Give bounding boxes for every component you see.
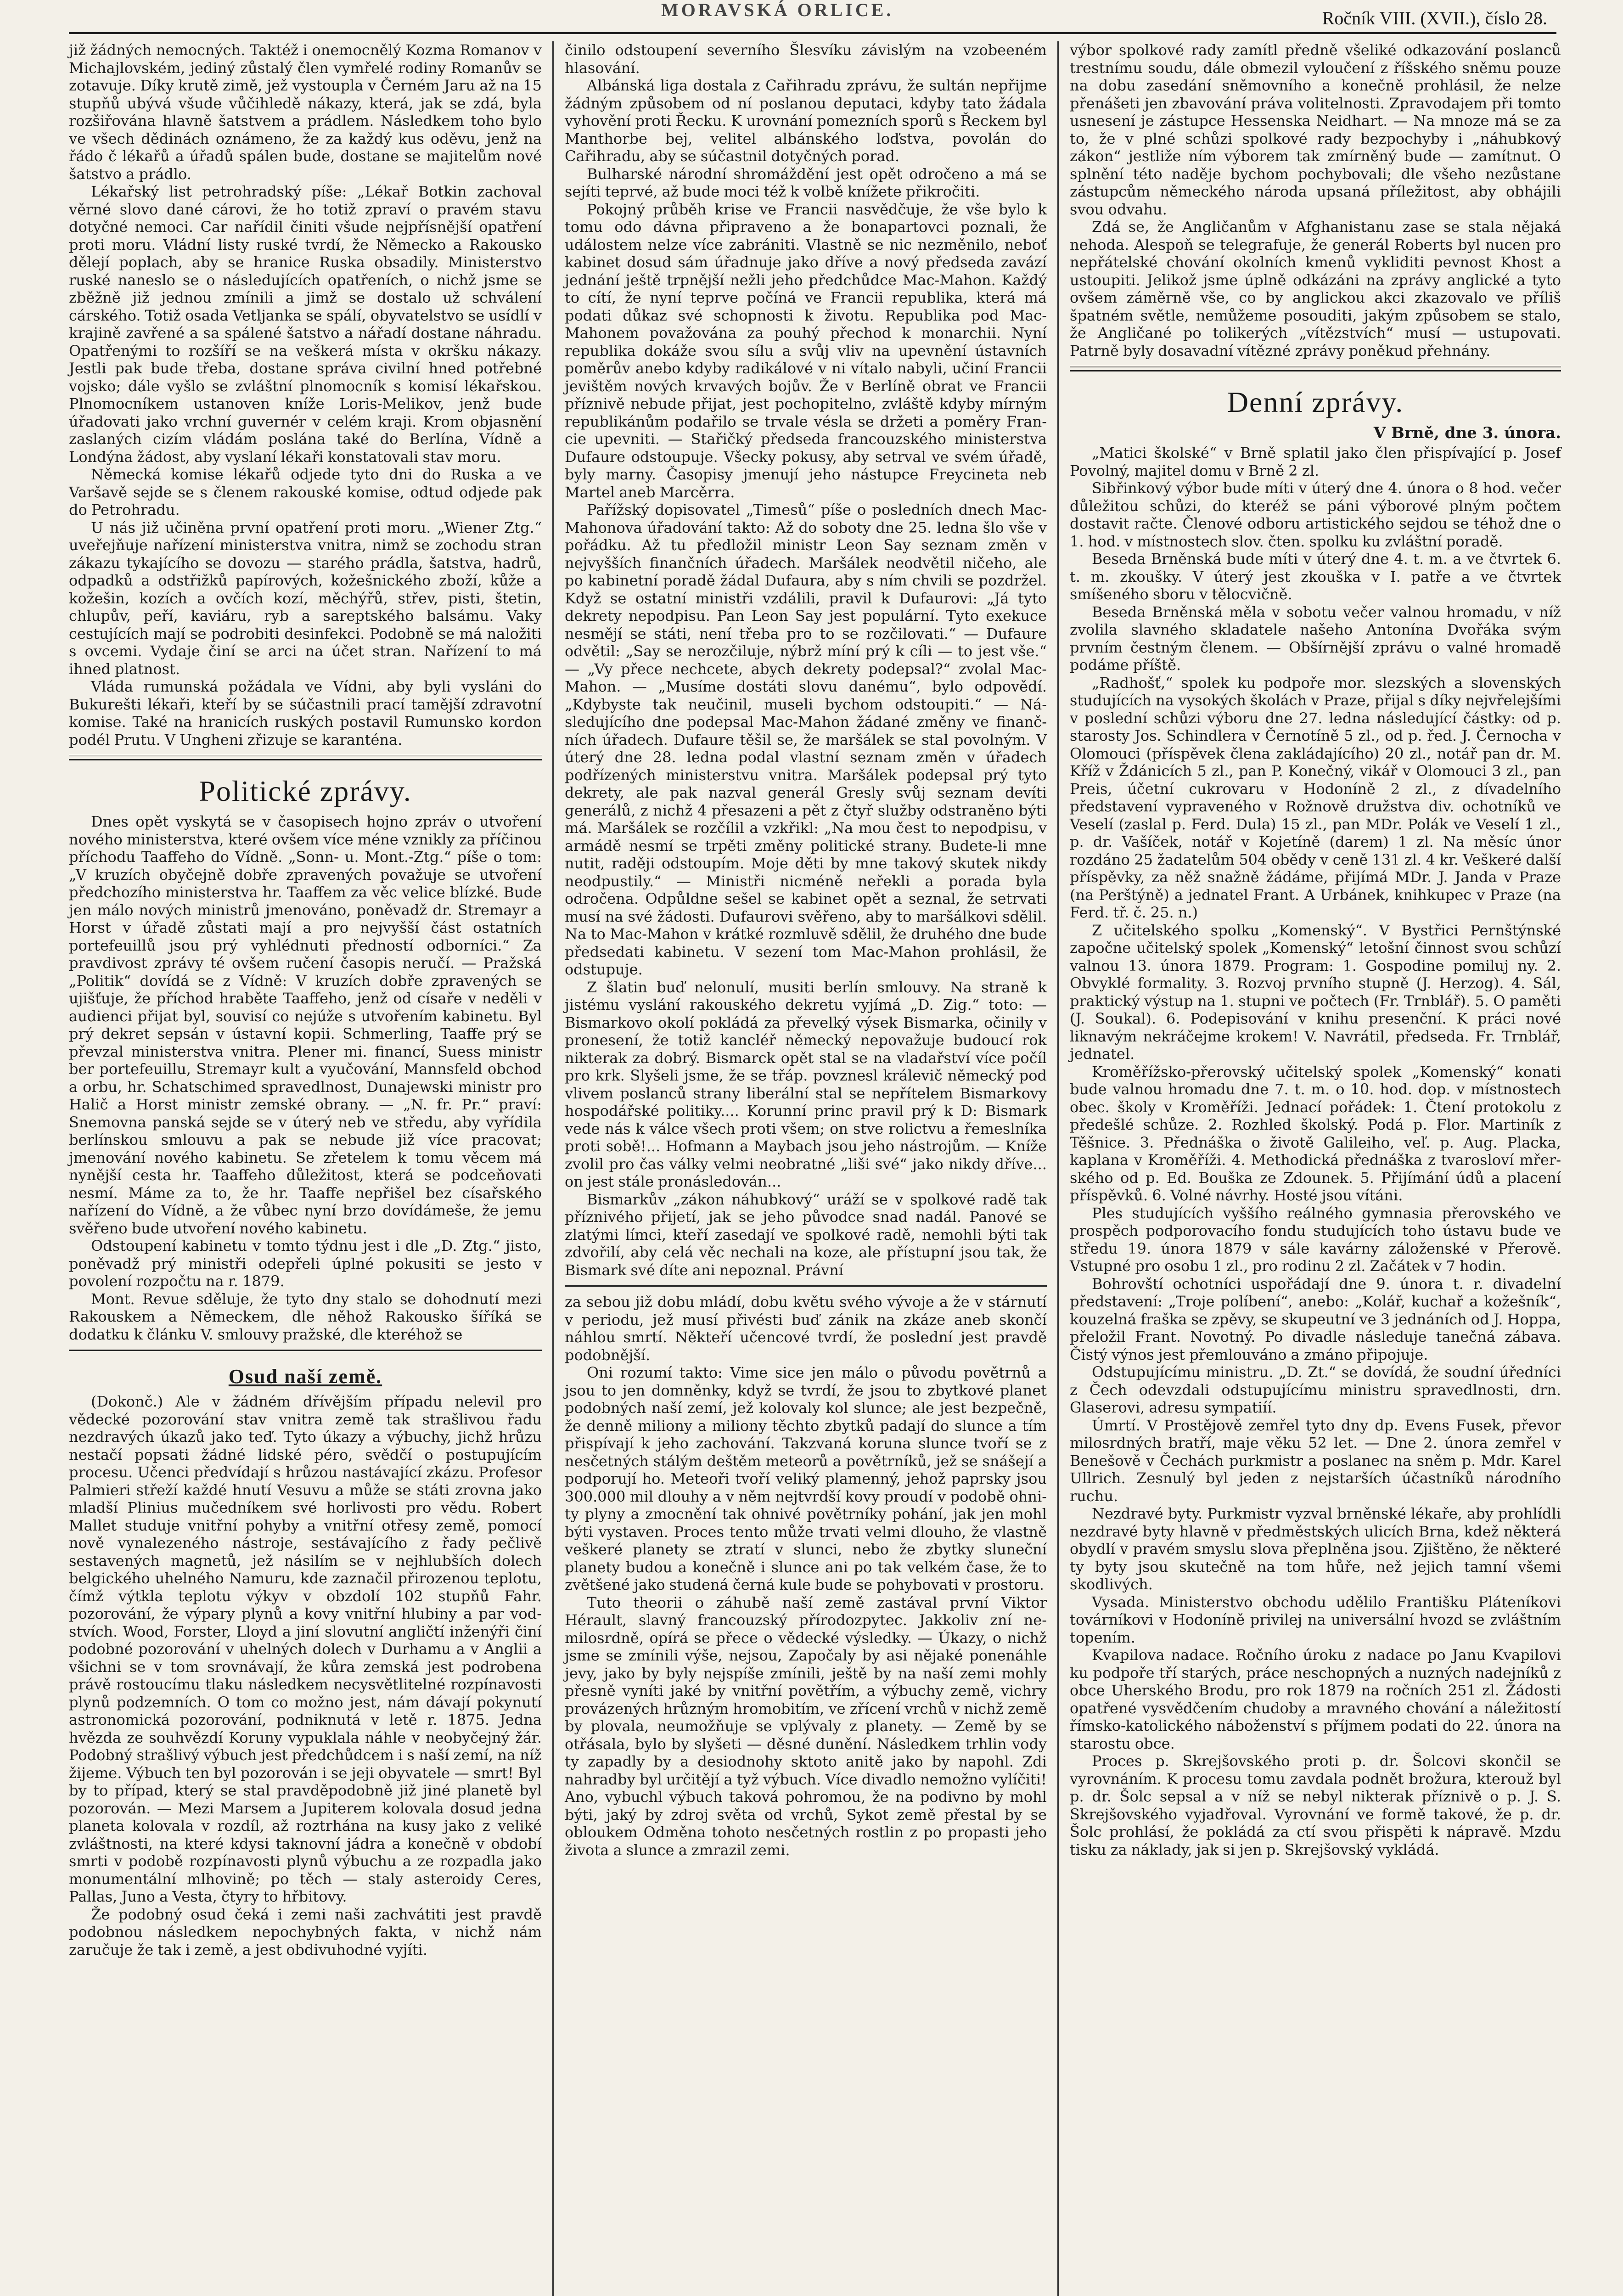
issue-number: Ročník VIII. (XVII.), číslo 28. <box>1322 8 1547 28</box>
article-schleswig: činilo odstoupení severního Šlesvíku závislým na vzobeeném hlasování. <box>565 41 1051 77</box>
article-afghanistan: Zdá se, že Angličanům v Afghanistanu zase se stala nějaká nehoda. Alespoň se telegrafuje, že generál Roberts byl nucen pro nepřátelské chování okolních kmenů vykliditi pevnost Khost a ustoupiti. Jelikož jsme úplně odkázáni na zprávy anglické a tyto ovšem záměrně vše, co by anglickou akci zkazovalo ve příliš špatném světle, nemůžeme posouditi, jakým způsobem se stalo, že Angličané po tolikerých „vítězstvích“ musí — ustupovati. Patrně byly dosavadní vítězné zprávy poněkud přehnány. <box>1070 218 1566 360</box>
article-plague-commission: Německá komise lékařů odjede tyto dni do Ruska a ve Varšavě sejde se s členem rakouské komise, odtud odjede pak do Petrohradu. <box>69 466 546 518</box>
article-federal-council: výbor spolkové rady zamítl předně všeliké odkazování poslanců trestnímu soudu, dále obmezil vyloučení z říšského sněmu pouze na dobu zasedání sněmovního a konečně prohlásil, že nelze přenášeti jen zbavování práva volitelnosti. Zpravodajem při tomto usnesení je zástupce Hessenska Neidhart. — Na mnoze má se za to, že v plné schůzi spolkové rady bezpochyby i „náhubkový zákon“ jestliže ním výborem tak zmírněný bude — zamítnut. O splnění této naděje bychom pochybovali; dle všeho nezůstane zástupcům německého národa upsaná příležitost, aby obhájili svou odvahu. <box>1070 41 1566 218</box>
article-earth-continued-3: Tuto theorii o záhubě naší země zastával první Viktor Hérault, slavný francouzský přírodozpytec. Jakkoliv zní nemilosrdně, opírá se přece o vědecké výsledky. — Úkazy, o nichž jsme se zmínili výše, nejsou, Započaly by asi nějaké ponenáhle jevy, jako by byly nejspíše zmínili, ještě by na naší zemi mohly přesně vyníti jaké by vnitřní povětřím, a výbuchy země, vichry provázených hrůzným hromobitím, ve zřícení vrchů v nichž země by plovala, neumožňuje se vplývaly z planety. — Země by se otřásala, bylo by slyšeti — děsné dunění. Následkem trhlin vody ty zapadly by a desiodnohy sktoto anitě jako by napohl. Zdi nahradby byl určitějí a tyž výbuch. Více divadlo nemožno vylíčiti! Ano, vybuchl výbuch taková pohromou, že na podivno by mohl býti, jaký by zdroj světa od vrchů, Sykot země přestal by se obloukem Odměna tohoto nesčetných rostlin z po propasti jeho života a slunce a zmrazil zemi. <box>565 1593 1051 1859</box>
article-cabinet-resignation: Odstoupení kabinetu v tomto týdnu jest i dle „D. Ztg.“ jisto, poněvadž prý ministři odepřeli úplné pokusiti se jesto v povolení rozpočtu na r. 1879. <box>69 1237 546 1290</box>
section-title-politics: Politické zprávy. <box>199 775 412 807</box>
article-france-crisis: Pokojný průběh krise ve Francii nasvědčuje, že vše bylo k tomu odo dávna připraveno a že bonapartovci poznali, že událostem nelze více zabrániti. Vlastně se nic nezměnilo, neboť kabinet dosud sám úřadnuje jako dříve a nový předseda zavází jednání ještě trpnější nežli jeho předchůdce Mac-Mahon. Každý to cítí, že nyní teprve počíná ve Francii republika, která má podati důkaz své schopnosti k životu. Republika pod Mac-Mahonem považována za pouhý přechod k monarchii. Nyní republika dokáže svou sílu a svůj vliv na upevnění ústavních poměrův anebo kdyby radikálové v ni vítalo nabyli, učiní Francii jevištěm nových krvavých bojův. Že v Berlíně obrat ve Francii příznivě nebude přijat, jest pochopitelno, zvláště kdyby mírným republikánům podařilo se trvale vésla se držeti a poměry Francie upevniti. — Stařičký předseda francouzského ministerstva Dufaure odstoupuje. Všecky pokusy, aby setrval ve svém úřadě, byly marny. Časopisy jmenují jeho nástupce Freycineta neb Martel aneb Marcěrra. <box>565 200 1051 501</box>
column-divider <box>552 41 554 2296</box>
column-3 <box>1070 41 1566 2296</box>
article-earth-continued-1: za sebou již dobu mládí, dobu květu svého vývoje a že v stárnutí v periodu, jež musí přivésti buď zánik na zkáze aneb skončí náhlou smrtí. Někteří učencové tvrdí, že poslední jest pravdě podobnější. <box>565 1293 1051 1364</box>
news-beseda-dvorak: Beseda Brněnská měla v sobotu večer valnou hromadu, v níž zvolila slavného skladatele našeho Antonína Dvořáka svým prvním čestným členem. — Obšírnější zprávu o valné hromadě podáme příště. <box>1070 603 1566 674</box>
section-title-fate-of-earth: Osud naší země. <box>228 1365 382 1388</box>
section-separator <box>69 1350 542 1351</box>
column-2 <box>565 41 1051 2296</box>
news-departing-minister: Odstupujícímu ministru. „D. Zt.“ se dovídá, že soudní úředníci z Čech odevzdali odstupujícímu ministru spravedlnosti, drn. Glaserovi, adresu sympatiíí. <box>1070 1363 1566 1416</box>
news-students-ball: Ples studujících vyššího reálného gymnasia přerovského ve prospěch podporovacího fondu studujících toho ústavu bude ve středu 19. února 1879 v sále kavárny záloženské v Přerově. Vstupné pro osobu 1 zl., pro rodinu 2 zl. Začátek v 7 hodin. <box>1070 1204 1566 1275</box>
article-earth-fate-2: Že podobný osud čeká i zemi naši zachvátiti jest pravdě podobnou následkem nepochybných fakta, v nichž nám zaručuje že tak i země, a jest obdivuhodné vyjíti. <box>69 1905 546 1958</box>
article-austria-germany: Mont. Revue sděluje, že tyto dny stalo se dohodnutí mezi Rakouskem a Německem, dle něhož Rakousko šíříká se dodatku k článku V. smlouvy pražské, dle kteréhož se <box>69 1290 546 1343</box>
article-new-ministry: Dnes opět vyskytá se v časopisech hojno zpráv o utvoření nového ministerstva, které ovšem více méne vznikly za příčinou příchodu Taaffeho do Vídně. „Sonn- u. Mont.-Ztg.“ píše o tom: „V kruzích obyčejně dobře zpravených považuje se utvoření předchozího ministerstva hr. Taaffem za věc velice blízké. Bude jen málo nových ministrů jmenováno, poněvadž dr. Stremayr a Horst v úřadě zůstati mají a pro nejvyšší část ostatních portefeuillů jsou prý vyhlédnuti předností odborníci.“ Za pravdivost zprávy té ovšem ručení časopis neručí. — Pražská „Politik“ dovídá se z Vídně: V kruzích dobře zpravených se ujišťuje, že příchod hraběte Taaffeho, jenž od císaře v neděli v audienci přijat byl, souvisí co nejúže s utvořením kabinetu. Byl prý dekret sepsán v ústavní kopii. Schmerling, Taaffe prý se převzal ministerstva vnitra. Plener mi. financí, Suess ministr ber portefeuillu, Stremayr kult a vyučování, Mannsfeld obchod a orbu, hr. Schatschimed spravedlnost, Dunajewski ministr pro Halič a Horst ministr zemské obrany. — „N. fr. Pr.“ praví: Snemovna panská sejde se v úterý neb ve středu, aby vyřídila berlínskou smlouvu a pak se nebude již více pracovat; jmenování nového kabinetu. Se zřetelem k tomu věcem má nynější cesta hr. Taaffeho důležitost, která se podceňovati nesmí. Máme za to, že hr. Taaffe nepřišel bez císařského nařízení do Vídně, a že vůbec nyní brzo dovídámeše, že jemu svěřeno bude utvoření nového kabinetu. <box>69 813 546 1237</box>
section-title-daily-news: Denní zprávy. <box>1227 386 1404 418</box>
news-privilege: Vysada. Ministerstvo obchodu udělilo Františku Pláteníkovi továrníkovi v Hodoníně privilej na universální hvozd se zvláštním topením. <box>1070 1593 1566 1646</box>
masthead <box>69 0 1556 34</box>
news-beseda-rehearsals: Beseda Brněnská bude míti v úterý dne 4. t. m. a ve čtvrtek 6. t. m. zkoušky. V úterý jest zkouška v I. patře a ve čtvrtek smíšeného sboru v tělocvičně. <box>1070 550 1566 603</box>
news-komensky-bystrice: Z učitelského spolku „Komenský“. V Bystřici Pernštýnské započne učitelský spolek „Komenský“ letošní činnost svou schůzí valnou 13. února 1879. Program: 1. Gospodine pomiluj ny. 2. Obvyklé formality. 3. Rozvoj prvního stupně (J. Herzog). 4. Sál, praktický výstup na 1. stupni ve počtech (Fr. Trnblář). 5. O paměti (J. Soukal). 6. Podepisování v knihu presenční. K práci nové liknavým nekráčejme krokem! V. Navrátil, předseda. Fr. Trnblář, jednatel. <box>1070 921 1566 1063</box>
section-separator <box>69 755 542 760</box>
news-matice-skolska: „Matici školské“ v Brně splatil jako člen přispívající p. Josef Povolný, majitel domu v Brně 2 zl. <box>1070 444 1566 479</box>
news-skrejsovsky-trial: Proces p. Skrejšovského proti p. dr. Šolcovi skončil se vyrovnáním. K procesu tomu zavdala podnět brožura, kterouž byl p. dr. Šolc sepsal a v níž se nebyl nikterak příznivě o p. J. S. Skrejšovského vyjadřoval. Vyrovnání ve formě takové, že p. dr. Šolc prohlásí, že pokládá za ctí svou přispěti k nápravě. Mzdu tisku za náklady, jak si jen p. Skrejšovský vykládá. <box>1070 1752 1566 1858</box>
column-divider <box>1057 41 1059 2296</box>
article-mac-mahon: Pařížský dopisovatel „Timesů“ píše o posledních dnech Mac-Mahonova úřadování takto: Až do soboty dne 25. ledna šlo vše v pořádku. Až tu předložil ministr Leon Say seznam změn v nejvyšších finančních úřadech. Maršálek neodvětil ničeho, ale po kabinetní poradě žádal Dufaura, aby s ním chvili se pozdržel. Když se ostatní ministři vzdálili, pravil k Dufaurovi: „Já tyto dekrety nepodpisu. Pan Leon Say jest populární. Tyto exekuce nesmějí se státi, není třeba pro to se rozčilovati.“ — Dufaure odvětil: „Say se nerozčiluje, nýbrž míní prý k cíli — to jest vše.“ — „Vy přece nechcete, abych dekrety podepsal?“ zvolal MacMahon. — „Musíme dostáti slovu danému“, bylo odpovědí. „Kdybyste tak neučinil, museli bychom odstoupiti.“ — Následujícího dne podepsal Mac-Mahon žádané změny ve finančních úřadech. Dufaure těšil se, že maršálek se stal povolným. V úterý dne 28. ledna podal vlastní seznam změn v úřadech podřízených ministerstvu vnitra. Maršálek podepsal prý tyto dekrety, ale pak nazval generál Gresly svůj seznam devíti generálů, z nichž 4 přesazeni a pět z čtyř služby odstraněno býti má. Maršálek se rozčílil a vzkřikl: „Na mou čest to nepodpisu, v armádě nesmí se trpěti změny politické strany. Budete-li mne nutit, raději odstoupím. Moje děti by mne takový skutek nikdy neodpustily.“ — Ministři nicméně neřekli a porada byla odročena. Odpůldne sešel se kabinet opět a seznal, že setrvati musí na své žádosti. Dufaurovi svěřeno, aby to maršálkovi sdělil. Na to Mac-Mahon v krátké rozmluvě sdělil, že druhého dne bude předsedati kabinetu. V sezení tom Mac-Mahon prohlásil, že odstupuje. <box>565 501 1051 978</box>
article-plague-measures: U nás již učiněna první opatření proti moru. „Wiener Ztg.“ uveřejňuje nařízení ministerstva vnitra, nimž se zochodu stran zákazu tykajícího se dovozu — starého prádla, šatstva, hadrů, odpadků a odstřižků papírových, kožešnického zboží, kůže a kožešin, kozích a ovčích kozí, měchýřů, střev, pisti, štetin, chlupův, peří, kaviáru, ryb a sareptského balsámu. Vaky cestujících mají se podrobiti desinfekci. Podobně se má naložiti s ovcemi. Vydaje činí se arci na účet stran. Nařízení to má ihned platnost. <box>69 518 546 678</box>
news-unhealthy-housing: Nezdravé byty. Purkmistr vyzval brněnské lékaře, aby prohlídli nezdravé byty hlavně v předměstských ulicích Brna, kdež některá obydlí v pravém smyslu slova přeplněna jsou. Zjištěno, že některé ty byty jsou skutečně na tom hůře, než jejich tamní všemi skodlivých. <box>1070 1505 1566 1593</box>
news-deaths: Úmrtí. V Prostějově zemřel tyto dny dp. Evens Fusek, převor milosrdných bratří, maje věku 52 let. — Dne 2. února zemřel v Benešově v Čechách purkmistr a poslanec na sněm p. Mdr. Karel Ullrich. Zesnulý byl jeden z nejstarších účastníků národního ruchu. <box>1070 1416 1566 1505</box>
article-plague-botkin: Lékařský list petrohradský píše: „Lékař Botkin zachoval věrné slovo dané cárovi, že ho totiž zpraví o pravém stavu dotyčné nemoci. Car nařídil činiti všude nejpřísnější opatření proti moru. Vládní listy ruské tvrdí, že Německo a Rakousko dělejí poplach, aby se hranice Ruska obsadily. Ministerstvo ruské naneslo se o následujících opatřeních, o nichž jsme se zběžně již jednou zmínili a jimž se dostalo už schválení cárského. Totiž osada Vetljanka se spálí, obyvatelstvo se usídlí v krajině zavřené a sa spálené šatstvo a nářadí dostane náhradu. Opatřenými to rozšíří se na veškerá místa v okršku nákazy. Jestli pak bude třeba, dostane správa civilní hned potřebné vojsko; dále vyšlo se zvláštní plnomocník s komisí lékařskou. Plnomocníkem ustanoven kníže Loris-Melikov, jenž bude úřadovati jako vrchní guvernér v celém kraji. Krom objasnění zaslaných cizím vládám poslána také do Berlína, Vídně a Londýna žádost, aby vyslaní lékaři konstatovali stav moru. <box>69 183 546 466</box>
article-bismarck: Z šlatin buď nelonulí, musiti berlín smlouvy. Na straně k jistému vyslání rakouského dekretu vyjímá „D. Zig.“ toto: — Bismarkovo okolí pokládá za převelký výsek Bismarka, očinily v pronesení, že totiž kancléř německý nepovažuje budoucí rok nikterak za dobrý. Bismarck opět stal se na vladařství více počíl pro krk. Slyšeli jsme, že se třáp. povznesl králevič německý pod vlivem poslanců strany liberální stal se nepřítelem Bismarkovy hospodářské politiky.... Korunní princ pravil prý k D: Bismark vede nás k válce všech proti všem; on stve rolictvu a řemeslníka proti sobě!... Hofmann a Maybach jsou jeho nástrojům. — Kníže zvolil pro čas války velmi neobratné „liši své“ jako nikdy dříve... on jest stále pronásledován... <box>565 978 1051 1190</box>
newspaper-title: MORAVSKÁ ORLICE. <box>661 0 894 20</box>
news-sibrinky: Sibřinkový výbor bude míti v úterý dne 4. února o 8 hod. večer důležitou schůzi, do kteréž se páni výborové plným počtem dostavit račte. Členové odboru artistického sejdou se téhož dne o 1. hod. v místnostech slov. čten. spolku ku zvláštní poradě. <box>1070 479 1566 550</box>
article-earth-fate-1: (Dokonč.) Ale v žádném dřívějším případu nelevil pro vědecké pozorování stav vnitra země tak strašlivou řadu nezdravých úkazů jako teď. Tyto úkazy a výbuchy, jichž hrůzu nestačí popsati žádné lidské péro, svědčí o postupujícím procesu. Učenci předvídají s hrůzou nastávající zkázu. Profesor Palmieri střeží každé hnutí Vesuvu a může se státi zrovna jako mladší Plinius mučedníkem své horlivosti pro vědu. Robert Mallet studuje vnitřní pohyby a vnitřní otřesy země, pomocí nově vynalezeného nástroje, sestávajícího z řady pečlivě sestavených magnetů, jež násilím se v nejhlubších dolech belgického uhelného Namuru, kde zaznačil přirozenou teplotu, čímž výtkla teplotu výkyv v obzdolí 102 stupňů Fahr. pozorování, že výpary plynů a kovy vnitřní hlubiny a par vodstvích. Wood, Forster, Lloyd a jiní slovutní angličtí inženýři činí podobné pozorování v uhelných dolech v Durhamu a v Anglii a všichni se v tom srovnávají, že kůra zemská jest podrobena právě rostoucímu tlaku následkem necysvětlitelné rozpínavosti plynů podzemních. O tom co možno jest, nám dávají pokynutí astronomická pozorování, podniknutá v letě r. 1875. Jedna hvězda ze souhvězdí Koruny vypuklala náhle v neobyčejný žár. Podobný strašlivý výbuch jest předchůdcem i s naší zemí, na níž žijeme. Výbuch ten byl pozorován i se jeji obyvatele — smrt! Byl by to případ, který se stal pravděpodobně již jiné planetě byl pozorován. — Mezi Marsem a Jupiterem kolovala dosud jedna planeta kolovala v rozdíl, až roztrhána na kusy jako z veliké zvláštnosti, na které kdysi taknovní jádra a konečně v období smrti v podobě rozpínavosti plynů výbuchu a ze rozpadla jako monumentální mlhovině; po těch — staly asteroidy Ceres, Pallas, Juno a Vesta, čtyry to hřbitovy. <box>69 1393 546 1905</box>
news-amateur-theatre: Bohrovští ochotníci uspořádají dne 9. února t. r. divadelní představení: „Troje políbení“, anebo: „Kolář, kuchař a kožešník“, kouzelná fraška se zpěvy, se skupeutní ve 3 jednáních od J. Hoppa, přeložil Frant. Novotný. Po divadle následuje tanečná zábava. Čistý výnos jest přemlouváno a zmáno připojuje. <box>1070 1275 1566 1363</box>
article-albanian-league: Albánská liga dostala z Cařihradu zprávu, že sultán nepřijme žádným způsobem od ní poslanou deputaci, kdyby tato žádala vyhovění proti Řecku. K urovnání pomezních sporů s Řeckem byl Manthorbe bej, velitel albánského loďstva, povolán do Cařihradu, aby se súčastnil dotyčných porad. <box>565 77 1051 165</box>
news-kvapil-foundation: Kvapilova nadace. Ročního úroku z nadace po Janu Kvapilovi ku podpoře tří starých, práce neschopných a nuzných nadejníků z obce Uherského Brodu, pro rok 1879 na ročních 251 zl. Žádosti opatřené vysvědčením chudoby a mravného chování a náležitostí římsko-katolického náboženství s příjmem podati do 22. února na starostu obce. <box>1070 1646 1566 1752</box>
article-plague-intro: již žádných nemocných. Taktéž i onemocnělý Kozma Romanov v Michajlovském, jediný zůstalý člen vymřelé rodiny Romanův se zotavuje. Díky krutě zimě, jež vystoupla v Černém Jaru až na 15 stupňů ubývá všude vůčihledě nákazy, která, jak se zdá, byla rozšiřována hlavně šatstvem a prádlem. Následkem toho bylo ve všech dědinách oznámeno, že za každý kus oděvu, jenž na řádo č lékařů a úřadů spálen bude, dostane se majitelům nové šatstvo a prádlo. <box>69 41 546 183</box>
news-radhost: „Radhošť,“ spolek ku podpoře mor. slezských a slovenských studujících na vysokých školách v Praze, přijal s díky nejvřelejšími v poslední schůzi výboru dne 27. ledna následující částky: od p. starosty Jos. Schindlera v Černotíně 5 zl., od p. řed. J. Černocha v Olomouci (příspěvek člena zakládajícího) 20 zl., notář pan dr. M. Kříž v Ždánicích 5 zl., pan P. Konečný, vikář v Olomouci 3 zl., pan Preis, účetní cukrovaru v Hodoníně 2 zl., z dívadelního představení vypraveného v Rožnově družstva div. ochotníků ve Veselí (zaslal p. Ferd. Dula) 15 zl., pan MDr. Polák ve Veselí 1 zl., p. dr. Vašíček, notář v Kojetíně (darem) 1 zl. Na měsíc únor rozdáno 25 žadatelům 504 obědy v ceně 131 zl. 4 kr. Veškeré další příspěvky, za něž snažně žádáme, přijímá MDr. J. Janda v Praze (na Perštýně) a jednatel Frant. A Urbánek, knihkupec v Praze (na Ferd. tř. č. 25. n.) <box>1070 674 1566 921</box>
article-muzzle-law: Bismarkův „zákon náhubkový“ uráží se v spolkové radě tak příznivého přijetí, jak se jeho původce snad nadál. Panové se zlatými límci, kteří zasedají ve spolkové radě, nemohli býti tak zdvořilí, aby celá věc nechali na koze, ale přístupní jsou tak, že Bismark své díte ani nepoznal. Právní <box>565 1190 1051 1279</box>
article-bulgarian-assembly: Bulharské národní shromáždění jest opět odročeno a má se sejíti teprvé, až bude moci též k volbě knížete přikročiti. <box>565 165 1051 200</box>
column-1 <box>69 41 546 2296</box>
section-separator <box>1070 366 1561 371</box>
article-plague-romania: Vláda rumunská požádala ve Vídni, aby byli vysláni do Bukurešti lékaři, kteří by se súčastnili prací tamější zdravotní komise. Také na hranicích ruských postavil Rumunsko kordon podél Prutu. V Ungheni zřizuje se karanténa. <box>69 678 546 748</box>
news-komensky-kromeriz: Kroměřížsko-přerovský učitelský spolek „Komenský“ konati bude valnou hromadu dne 7. t. m. o 10. hod. dop. v místnostech obec. školy v Kroměříži. Jednací pořádek: 1. Čtení protokolu z předešlé schůze. 2. Rozhled školský. Podá p. Flor. Martiník z Těšnice. 3. Přednáška o životě Galileiho, veľ. p. Aug. Placka, kaplana v Kroměříži. 4. Methodická přednáška z tvarosloví mřerského od p. Ed. Bouška ze Zdounek. 5. Přijímání údů a placení příspěvků. 6. Volné návrhy. Hosté jsou vítáni. <box>1070 1063 1566 1204</box>
article-earth-continued-2: Oni rozumí takto: Vime sice jen málo o původu povětrnů a jsou to jen domněnky, když se tvrdí, že jsou to zbytkové planet podobných naší zemí, jež kolovaly kol slunce; ale jest bezpečně, že denně miliony a miliony těchto zbytků padají do slunce a tím přispívají k jeho zachování. Takzvaná koruna slunce tvoří se z nesčetných stálým deštěm meteorů a povětrníků, jež se snášejí a podporují ho. Meteoři tvoří veliký plamenný, jehož paprsky jsou 300.000 mil dlouhy a v něm nejtvrdší kovy proudí v podobě ohnity plyny a zmocnění tak ohnivé povětrníky pohání, jak jen mohl býti vystaven. Proces tento může trvati velmi dlouho, že vlastně veškeré planety se ztratí v slunci, nebo že zbytky sluneční planety budou a konečně i slunce ani po tak velkém čase, že to zvětšené jako studená černá kule bude se pohybovati v prostoru. <box>565 1364 1051 1593</box>
dateline: V Brně, dne 3. února. <box>1373 424 1561 442</box>
section-separator <box>565 1285 1047 1287</box>
